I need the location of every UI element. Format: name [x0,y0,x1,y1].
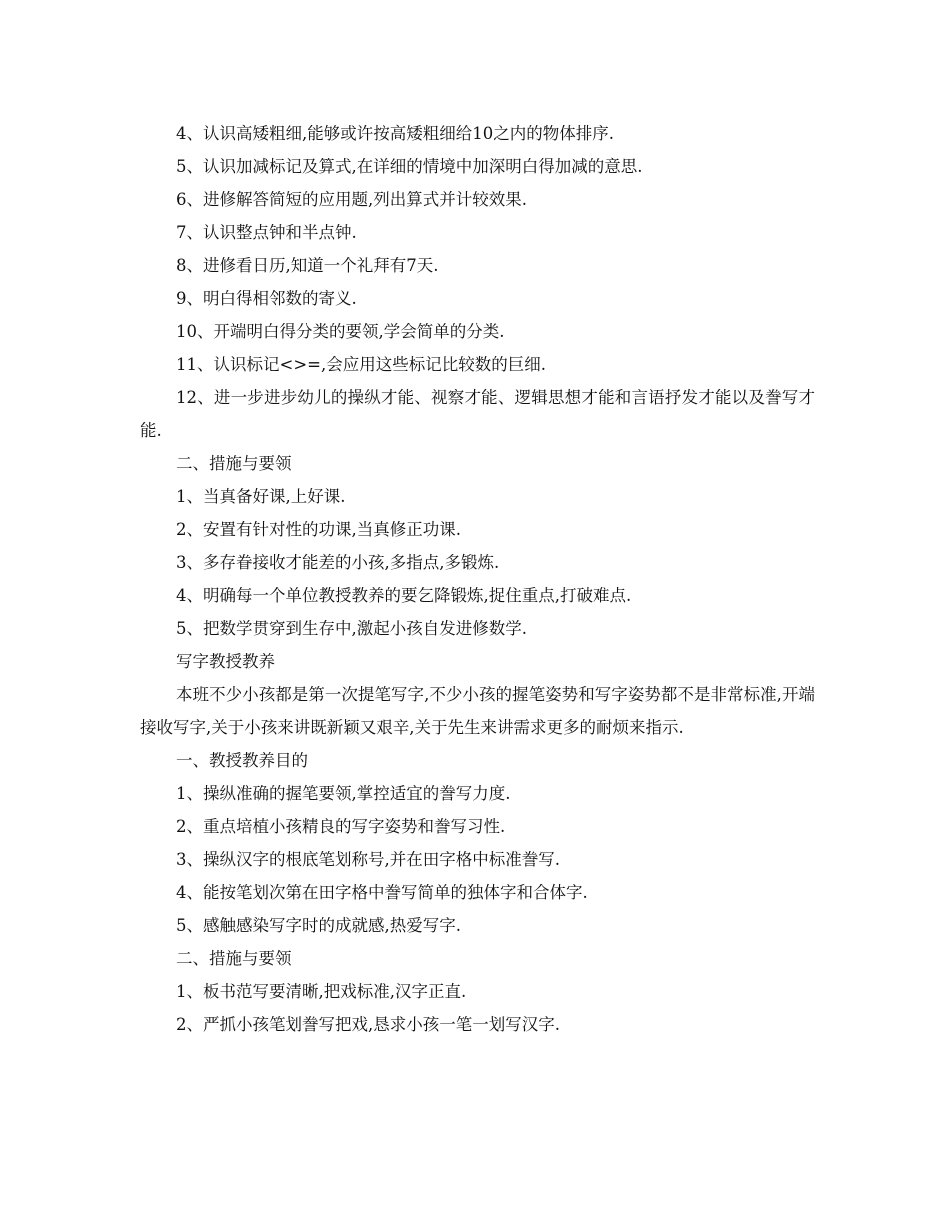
section-heading-measures-1: 二、措施与要领 [176,454,292,473]
paragraph-13: 3、多存眷接收才能差的小孩,多指点,多锻炼. [176,553,500,572]
paragraph-21: 3、操纵汉字的根底笔划称号,并在田字格中标准誊写. [176,850,560,869]
paragraph-23: 5、感触感染写字时的成就感,热爱写字. [176,916,461,935]
paragraph-2: 5、认识加减标记及算式,在详细的情境中加深明白得加减的意思. [176,157,643,176]
paragraph-17: 本班不少小孩都是第一次提笔写字,不少小孩的握笔姿势和写字姿势都不是非常标准,开端接收写字,关于小孩来讲既新颖又艰辛,关于先生来讲需求更多的耐烦来指示. [140,685,815,737]
paragraph-11: 1、当真备好课,上好课. [176,487,346,506]
paragraph-20: 2、重点培植小孩精良的写字姿势和誊写习性. [176,817,506,836]
paragraph-12: 2、安置有针对性的功课,当真修正功课. [176,520,461,539]
paragraph-3: 6、进修解答简短的应用题,列出算式并计较效果. [176,190,527,209]
paragraph-19: 1、操纵准确的握笔要领,掌控适宜的誊写力度. [176,784,511,803]
paragraph-4: 7、认识整点钟和半点钟. [176,223,357,242]
paragraph-22: 4、能按笔划次第在田字格中誊写简单的独体字和合体字. [176,883,588,902]
paragraph-6: 9、明白得相邻数的寄义. [176,289,357,308]
section-heading-writing: 写字教授教养 [176,652,275,671]
paragraph-14: 4、明确每一个单位教授教养的要乞降锻炼,捉住重点,打破难点. [176,586,632,605]
section-heading-goals: 一、教授教养目的 [176,751,308,770]
paragraph-7: 10、开端明白得分类的要领,学会简单的分类. [176,322,505,341]
paragraph-8: 11、认识标记<>=,会应用这些标记比较数的巨细. [176,355,546,374]
section-heading-measures-2: 二、措施与要领 [176,949,292,968]
document-body [140,117,815,1041]
paragraph-9: 12、进一步进步幼儿的操纵才能、视察才能、逻辑思想才能和言语抒发才能以及誊写才能. [140,388,815,440]
paragraph-25: 1、板书范写要清晰,把戏标准,汉字正直. [176,982,467,1001]
paragraph-26: 2、严抓小孩笔划誊写把戏,恳求小孩一笔一划写汉字. [176,1015,560,1034]
paragraph-5: 8、进修看日历,知道一个礼拜有7天. [176,256,439,275]
paragraph-1: 4、认识高矮粗细,能够或许按高矮粗细给10之内的物体排序. [176,124,614,143]
paragraph-15: 5、把数学贯穿到生存中,激起小孩自发进修数学. [176,619,527,638]
